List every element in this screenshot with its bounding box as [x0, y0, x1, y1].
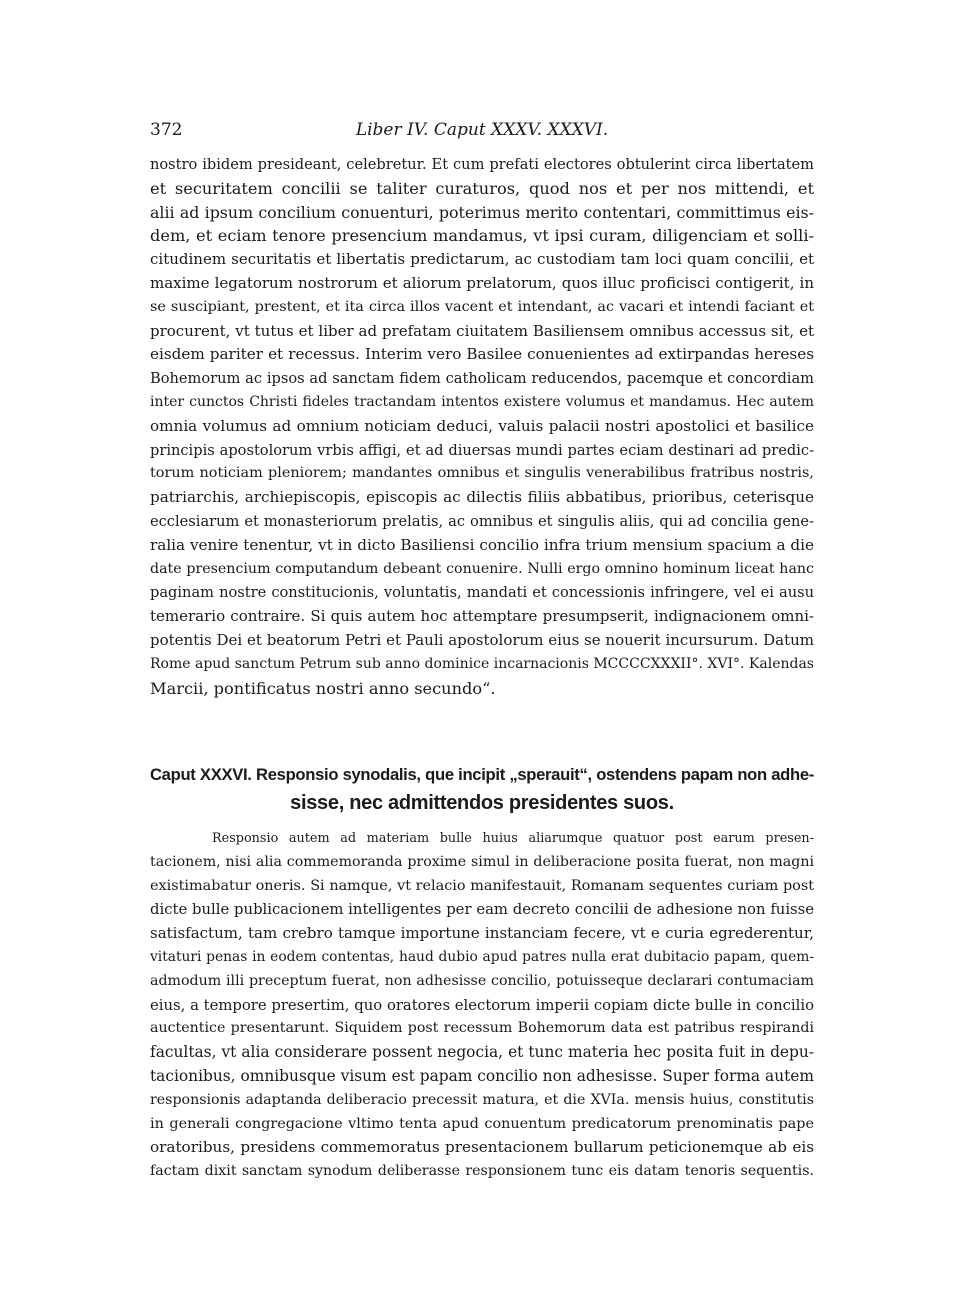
- text-line: potentis Dei et beatorum Petri et Pauli apostolorum eius se nouerit incursurum. Datum: [150, 630, 814, 649]
- text-line: se suscipiant, prestent, et ita circa illos vacent et intendant, ac vacari et intendi faciant et: [150, 298, 814, 315]
- text-line: inter cunctos Christi fideles tractandam intentos existere volumus et mandamus. Hec autem: [150, 393, 814, 410]
- text-line: torum noticiam pleniorem; mandantes omnibus et singulis venerabilibus fratribus nostris,: [150, 465, 814, 482]
- chapter-heading-line: Caput XXXVI. Responsio synodalis, que incipit „sperauit“, ostendens papam non adhe-: [150, 765, 814, 784]
- text-line: patriarchis, archiepiscopis, episcopis ac dilectis filiis abbatibus, prioribus, ceterisque: [150, 488, 814, 507]
- text-line: procurent, vt tutus et liber ad prefatam ciuitatem Basiliensem omnibus accessus sit, et: [150, 321, 814, 340]
- text-line: eisdem pariter et recessus. Interim vero Basilee conuenientes ad extirpandas hereses: [150, 345, 814, 364]
- text-line: tacionem, nisi alia commemoranda proxime simul in deliberacione posita fuerat, non magni: [150, 853, 814, 870]
- text-line: ecclesiarum et monasteriorum prelatis, ac omnibus et singulis aliis, qui ad concilia gene-: [150, 512, 814, 530]
- text-line: Marcii, pontificatus nostri anno secundo“.: [150, 678, 496, 698]
- text-line: dem, et eciam tenore presencium mandamus, vt ipsi curam, diligenciam et solli-: [150, 226, 814, 246]
- text-line: admodum illi preceptum fuerat, non adhesisse concilio, potuisseque declarari contumaciam: [150, 972, 814, 989]
- text-line: existimabatur oneris. Si namque, vt relacio manifestauit, Romanam sequentes curiam post: [150, 877, 814, 894]
- body-paragraph-1: [150, 153, 814, 700]
- text-line: et securitatem concilii se taliter curaturos, quod nos et per nos mittendi, et: [150, 178, 814, 198]
- chapter-heading-line: sisse, nec admittendos presidentes suos.: [290, 792, 674, 814]
- text-line: in generali congregacione vltimo tenta apud conuentum predicatorum prenominatis pape: [150, 1115, 814, 1132]
- running-head: Liber IV. Caput XXXV. XXXVI.: [355, 120, 609, 140]
- text-line: Responsio autem ad materiam bulle huius aliarumque quatuor post earum presen-: [212, 831, 814, 846]
- text-line: factam dixit sanctam synodum deliberasse responsionem tunc eis datam tenoris sequentis.: [150, 1163, 814, 1180]
- text-line: facultas, vt alia considerare possent negocia, et tunc materia hec posita fuit in depu-: [150, 1043, 814, 1062]
- text-line: omnia volumus ad omnium noticiam deduci, valuis palacii nostri apostolici et basilice: [150, 416, 814, 435]
- text-line: auctentice presentarunt. Siquidem post recessum Bohemorum data est patribus respirandi: [150, 1020, 814, 1037]
- text-line: responsionis adaptanda deliberacio precessit matura, et die XVIa. mensis huius, constitutis: [150, 1091, 814, 1108]
- page-header: [150, 120, 814, 144]
- text-line: temerario contraire. Si quis autem hoc attemptare presumpserit, indignacionem omni-: [150, 607, 814, 626]
- page-number: 372: [150, 120, 183, 140]
- chapter-heading: [150, 760, 814, 818]
- text-line: vitaturi penas in eodem contentas, haud dubio apud patres nulla erat dubitacio papam, quem-: [150, 948, 814, 965]
- text-line: citudinem securitatis et libertatis predictarum, ac custodiam tam loci quam concilii, et: [150, 250, 814, 269]
- text-line: maxime legatorum nostrorum et aliorum prelatorum, quos illuc proficisci contigerit, in: [150, 273, 814, 292]
- text-line: nostro ibidem presideant, celebretur. Et cum prefati electores obtulerint circa libertatem: [150, 156, 814, 173]
- text-line: date presencium computandum debeant conuenire. Nulli ergo omnino hominum liceat hanc: [150, 560, 814, 577]
- text-line: Bohemorum ac ipsos ad sanctam fidem catholicam reducendos, pacemque et concordiam: [150, 370, 814, 388]
- text-line: alii ad ipsum concilium conuenturi, poterimus merito contentari, committimus eis-: [150, 202, 814, 222]
- text-line: paginam nostre constitucionis, voluntatis, mandati et concessionis infringere, vel ei ausu: [150, 584, 814, 602]
- text-line: tacionibus, omnibusque visum est papam concilio non adhesisse. Super forma autem: [150, 1066, 814, 1085]
- text-line: oratoribus, presidens commemoratus presentacionem bullarum peticionemque ab eis: [150, 1138, 814, 1157]
- body-paragraph-2: [150, 827, 814, 1184]
- text-line: principis apostolorum vrbis affigi, et ad diuersas mundi partes eciam destinari ad predic-: [150, 441, 814, 459]
- text-line: ralia venire tenentur, vt in dicto Basiliensi concilio infra trium mensium spacium a die: [150, 535, 814, 554]
- text-line: eius, a tempore presertim, quo oratores electorum imperii copiam dicte bulle in concilio: [150, 996, 814, 1014]
- text-line: satisfactum, tam crebro tamque importune instanciam fecere, vt e curia egrederentur,: [150, 924, 814, 943]
- text-line: Rome apud sanctum Petrum sub anno dominice incarnacionis MCCCCXXXII°. XVI°. Kalendas: [150, 655, 814, 672]
- text-line: dicte bulle publicacionem intelligentes per eam decreto concilii de adhesione non fuisse: [150, 901, 814, 919]
